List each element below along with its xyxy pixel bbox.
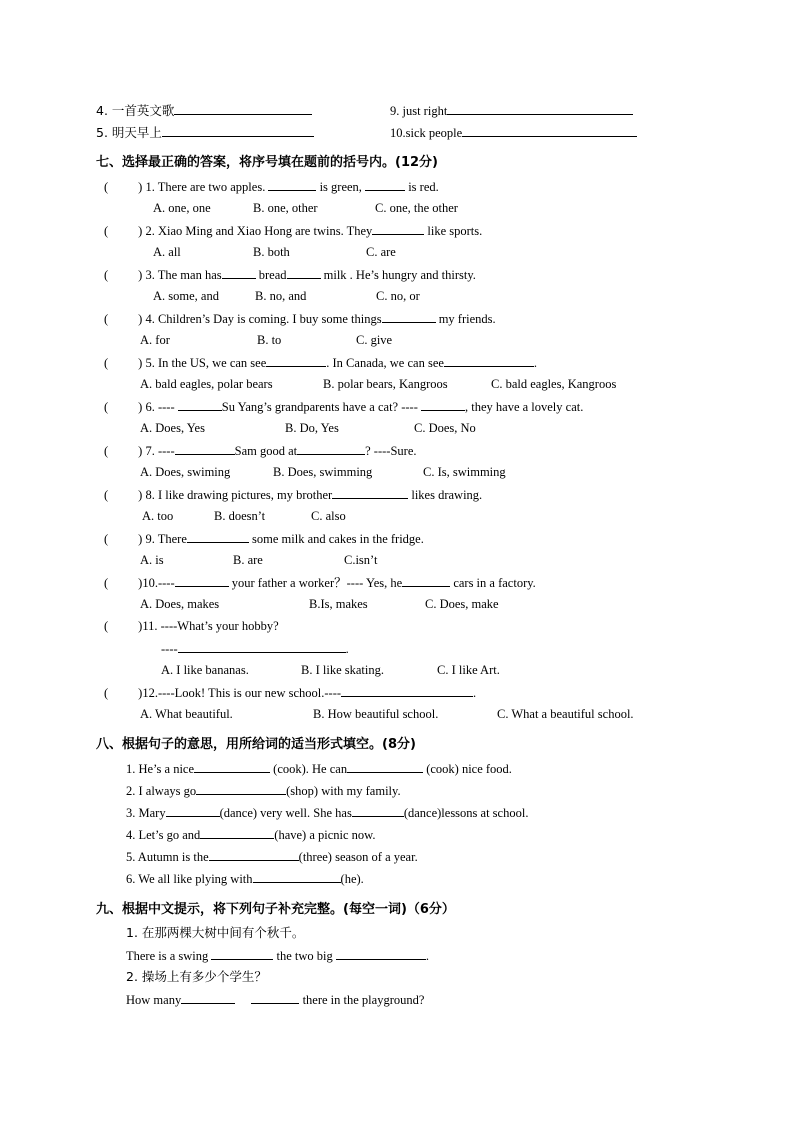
answer-blank[interactable]	[178, 398, 222, 411]
answer-blank[interactable]	[175, 574, 229, 587]
option-a[interactable]: A. all	[153, 245, 181, 259]
option-a[interactable]: A. I like bananas.	[161, 663, 249, 677]
fill-1: 1. He’s a nice (cook). He can (cook) nice food.	[126, 762, 512, 776]
question-11-answer-line: ---- .	[161, 642, 349, 656]
answer-blank[interactable]	[200, 826, 274, 839]
option-b[interactable]: B. I like skating.	[301, 663, 384, 677]
answer-blank[interactable]	[166, 804, 220, 817]
option-c[interactable]: C.isn’t	[344, 553, 378, 567]
answer-blank[interactable]	[402, 574, 450, 587]
item-number: 4.	[96, 103, 108, 118]
option-a[interactable]: A. some, and	[153, 289, 219, 303]
answer-blank[interactable]	[187, 530, 249, 543]
answer-blank[interactable]	[332, 486, 408, 499]
option-c[interactable]: C. I like Art.	[437, 663, 500, 677]
question-4: ( ) 4. Children’s Day is coming. I buy some things my friends.	[104, 312, 496, 326]
option-a[interactable]: A. one, one	[153, 201, 211, 215]
option-a[interactable]: A. is	[140, 553, 164, 567]
question-2: ( ) 2. Xiao Ming and Xiao Hong are twins. They like sports.	[104, 224, 483, 238]
vocab-row-4	[96, 102, 312, 119]
question-7: ( ) 7. ---- Sam good at ? ----Sure.	[104, 444, 417, 458]
option-b[interactable]: B. both	[253, 245, 290, 259]
option-b[interactable]: B. Does, swimming	[273, 465, 373, 479]
prompt-1-chinese: 1. 在那两棵大树中间有个秋千。	[126, 925, 305, 940]
option-c[interactable]: C. Is, swimming	[423, 465, 506, 479]
answer-blank[interactable]	[209, 848, 299, 861]
answer-blank[interactable]	[194, 760, 270, 773]
question-11: ( )11. ----What’s your hobby?	[104, 619, 279, 633]
answer-blank[interactable]	[372, 222, 424, 235]
question-8: ( ) 8. I like drawing pictures, my brother likes drawing.	[104, 488, 483, 502]
answer-blank[interactable]	[211, 947, 273, 960]
option-b[interactable]: B. Do, Yes	[285, 421, 339, 435]
prompt-2-chinese: 2. 操场上有多少个学生？	[126, 969, 267, 984]
section-8-title: 八、根据句子的意思，用所给词的适当形式填空。(8分)	[96, 737, 416, 752]
answer-blank[interactable]	[162, 124, 314, 137]
option-b[interactable]: B. are	[233, 553, 263, 567]
answer-blank[interactable]	[287, 266, 321, 279]
option-b[interactable]: B. How beautiful school.	[313, 707, 439, 721]
answer-blank[interactable]	[365, 178, 405, 191]
option-b[interactable]: B.Is, makes	[309, 597, 368, 611]
answer-blank[interactable]	[336, 947, 426, 960]
fill-4: 4. Let’s go and (have) a picnic now.	[126, 828, 376, 842]
question-10: ( )10.---- your father a worker？---- Yes, he cars in a factory.	[104, 576, 536, 590]
option-b[interactable]: B. polar bears, Kangroos	[323, 377, 448, 391]
option-a[interactable]: A. bald eagles, polar bears	[140, 377, 273, 391]
answer-blank[interactable]	[222, 266, 256, 279]
vocab-row-9	[390, 102, 633, 119]
answer-blank[interactable]	[175, 442, 235, 455]
option-c[interactable]: C. also	[311, 509, 346, 523]
section-9-title: 九、根据中文提示，将下列句子补充完整。(每空一词)（6分）	[96, 902, 455, 917]
question-12: ( )12.----Look! This is our new school.---- .	[104, 686, 477, 700]
question-3: ( ) 3. The man has bread milk . He’s hungry and thirsty.	[104, 268, 476, 282]
option-a[interactable]: A. Does, Yes	[140, 421, 205, 435]
option-c[interactable]: C. Does, make	[425, 597, 499, 611]
option-a[interactable]: A. too	[142, 509, 174, 523]
answer-blank[interactable]	[268, 178, 316, 191]
vocab-row-5	[96, 124, 314, 141]
prompt-2-english: How many there in the playground?	[126, 993, 425, 1007]
fill-5: 5. Autumn is the (three) season of a year.	[126, 850, 418, 864]
answer-blank[interactable]	[341, 684, 473, 697]
answer-blank[interactable]	[421, 398, 465, 411]
answer-blank[interactable]	[253, 870, 341, 883]
answer-blank[interactable]	[352, 804, 404, 817]
option-a[interactable]: A. for	[140, 333, 170, 347]
option-b[interactable]: B. to	[257, 333, 282, 347]
option-c[interactable]: C. Does, No	[414, 421, 476, 435]
item-text: 一首英文歌	[111, 103, 175, 118]
question-1: ( ) 1. There are two apples. is green, is red.	[104, 180, 439, 194]
answer-blank[interactable]	[196, 782, 286, 795]
option-c[interactable]: C. are	[366, 245, 396, 259]
answer-blank[interactable]	[251, 991, 299, 1004]
answer-blank[interactable]	[382, 310, 436, 323]
option-b[interactable]: B. one, other	[253, 201, 318, 215]
option-a[interactable]: A. What beautiful.	[140, 707, 233, 721]
fill-2: 2. I always go (shop) with my family.	[126, 784, 401, 798]
option-c[interactable]: C. no, or	[376, 289, 420, 303]
option-c[interactable]: C. What a beautiful school.	[497, 707, 634, 721]
answer-blank[interactable]	[462, 124, 637, 137]
option-b[interactable]: B. doesn’t	[214, 509, 266, 523]
section-7-title: 七、选择最正确的答案，将序号填在题前的括号内。(12分)	[96, 155, 438, 170]
option-b[interactable]: B. no, and	[255, 289, 307, 303]
question-6: ( ) 6. ---- Su Yang’s grandparents have a cat? ---- , they have a lovely cat.	[104, 400, 584, 414]
answer-blank[interactable]	[266, 354, 326, 367]
option-a[interactable]: A. Does, makes	[140, 597, 220, 611]
answer-blank[interactable]	[181, 991, 235, 1004]
item-number: 5.	[96, 125, 108, 140]
fill-6: 6. We all like plying with (he).	[126, 872, 364, 886]
question-5: ( ) 5. In the US, we can see . In Canada, we can see .	[104, 356, 538, 370]
answer-blank[interactable]	[347, 760, 423, 773]
option-a[interactable]: A. Does, swiming	[140, 465, 231, 479]
item-text: 10.sick people	[390, 126, 463, 140]
answer-blank[interactable]	[444, 354, 534, 367]
option-c[interactable]: C. give	[356, 333, 393, 347]
item-text: 明天早上	[111, 125, 162, 140]
answer-blank[interactable]	[178, 640, 346, 653]
option-c[interactable]: C. one, the other	[375, 201, 458, 215]
vocab-row-10	[390, 124, 637, 141]
fill-3: 3. Mary (dance) very well. She has (dance)lessons at school.	[126, 806, 529, 820]
question-9: ( ) 9. There some milk and cakes in the fridge.	[104, 532, 424, 546]
answer-blank[interactable]	[447, 102, 633, 115]
item-text: 9. just right	[390, 104, 448, 118]
prompt-1-english: There is a swing the two big .	[126, 949, 430, 963]
answer-blank[interactable]	[297, 442, 365, 455]
answer-blank[interactable]	[174, 102, 312, 115]
option-c[interactable]: C. bald eagles, Kangroos	[491, 377, 617, 391]
